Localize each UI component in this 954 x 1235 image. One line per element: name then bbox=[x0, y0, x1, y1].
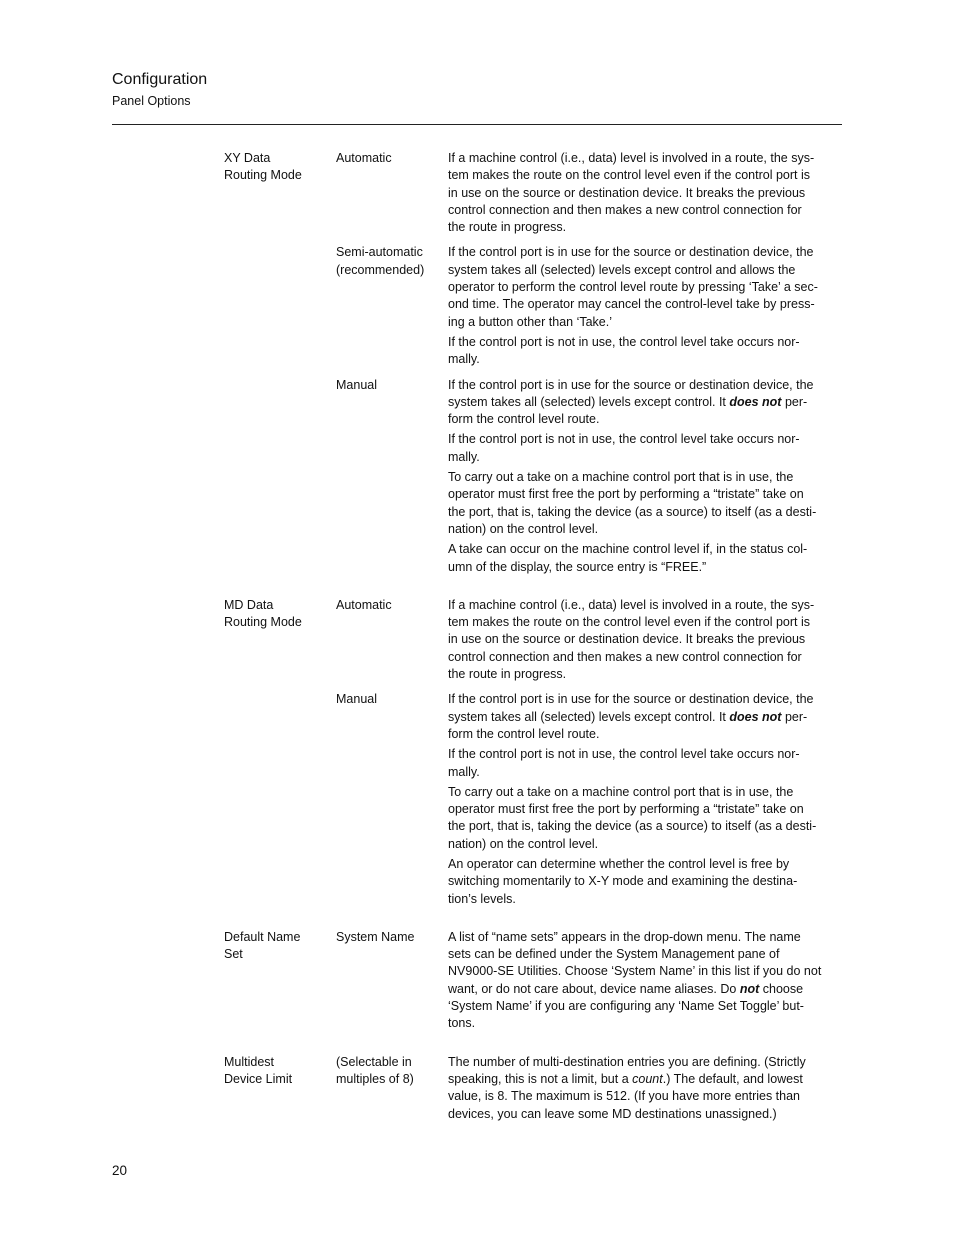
page-number: 20 bbox=[112, 1163, 128, 1178]
page-header bbox=[112, 70, 207, 110]
option-multidest-device-limit bbox=[224, 1054, 836, 1126]
value-selectable: (Selectable in multiples of 8) bbox=[336, 1054, 414, 1086]
value-automatic: Automatic bbox=[336, 597, 392, 612]
desc-manual: If the control port is in use for the source or destination device, the system takes all (selected) levels except control. It does not per- form the control level route. If the control port is not in use, the control level take occurs nor- mally. To carry out a take on a machine control port that is in use, the operator must first free the port by performing a “tristate” take on the port, that is, taking the device (as a source) to itself (as a desti- nation) on the control level. A take can occur on the machine control level if, in the status col- umn of the display, the source entry is “FREE.” bbox=[448, 377, 817, 574]
desc-system-name: A list of “name sets” appears in the drop-down menu. The name sets can be defined under the System Management pane of NV9000-SE Utilities. Choose ‘System Name’ in this list if you do not want, or do not care about, device name aliases. Do not choose ‘System Name’ if you are configuring any ‘Name Set Toggle’ but- tons. bbox=[448, 929, 822, 1031]
param-name: Multidest Device Limit bbox=[224, 1054, 293, 1086]
value-manual: Manual bbox=[336, 692, 377, 707]
param-name: MD Data Routing Mode bbox=[224, 597, 302, 630]
section-title: Panel Options bbox=[112, 94, 191, 108]
desc-automatic: If a machine control (i.e., data) level is involved in a route, the sys- tem makes the route on the control level even if the control port is in use on the source or destination device. It breaks the previous control connection and then makes a new control connection for the route in progress. bbox=[448, 151, 815, 235]
options-table bbox=[224, 150, 836, 1144]
option-xy-data-routing-mode bbox=[224, 150, 836, 579]
chapter-title: Configuration bbox=[112, 71, 208, 88]
value-semi-automatic: Semi-automatic (recommended) bbox=[336, 245, 425, 277]
desc-automatic: If a machine control (i.e., data) level is involved in a route, the sys- tem makes the route on the control level even if the control port is in use on the source or destination device. It breaks the previous control connection and then makes a new control connection for the route in progress. bbox=[448, 597, 815, 682]
desc-semi-automatic: If the control port is in use for the source or destination device, the system takes all (selected) levels except control and allows the operator to perform the control level route by pressing ‘Take’ a sec- ond time. The operator may cancel the control-level take by press- ing a button other than ‘Take.’ If the control port is not in use, the control level take occurs nor- mally. bbox=[448, 245, 818, 367]
value-manual: Manual bbox=[336, 377, 377, 392]
option-md-data-routing-mode bbox=[224, 597, 836, 911]
value-automatic: Automatic bbox=[336, 151, 392, 165]
value-system-name: System Name bbox=[336, 929, 415, 944]
desc-multidest: The number of multi-destination entries you are defining. (Strictly speaking, this is not a limit, but a count.) The default, and lowest value, is 8. The maximum is 512. (If you have more entries than devices, you can leave some MD destinations unassigned.) bbox=[448, 1054, 806, 1121]
option-default-name-set bbox=[224, 929, 836, 1036]
desc-manual: If the control port is in use for the source or destination device, the system takes all (selected) levels except control. It does not per- form the control level route. If the control port is not in use, the control level take occurs nor- mally. To carry out a take on a machine control port that is in use, the operator must first free the port by performing a “tristate” take on the port, that is, taking the device (as a source) to itself (as a desti- nation) on the control level. An operator can determine whether the control level is free by switching momentarily to X-Y mode and examining the destina- tion’s levels. bbox=[448, 692, 817, 906]
param-name: Default Name Set bbox=[224, 929, 301, 962]
header-rule bbox=[112, 124, 842, 125]
param-name: XY Data Routing Mode bbox=[224, 151, 302, 183]
